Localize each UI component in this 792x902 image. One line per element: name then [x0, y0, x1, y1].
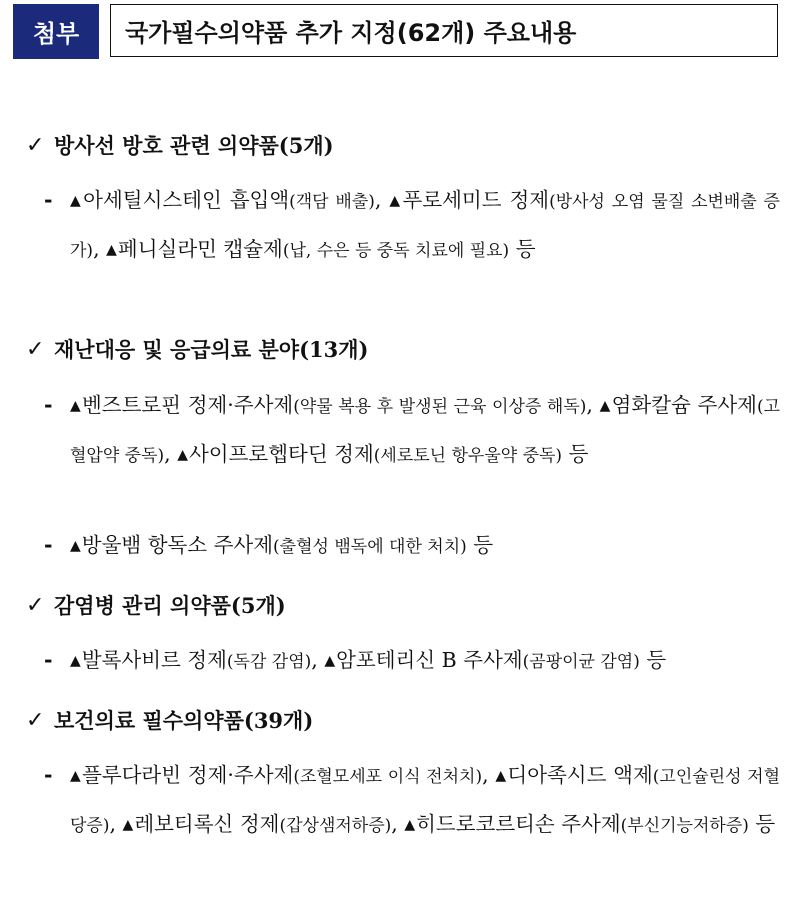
drug-note: (세로토닌 항우울약 중독)	[373, 446, 563, 466]
triangle-icon: ▲	[70, 768, 82, 784]
drug-note: (출혈성 뱀독에 대한 처치)	[273, 537, 467, 557]
dash-bullet: -	[44, 188, 53, 212]
triangle-icon: ▲	[495, 768, 507, 784]
drug-note: (독감 감염)	[226, 652, 312, 672]
drug-note: (부신기능저하증)	[620, 816, 749, 836]
separator: ,	[164, 442, 171, 466]
page-title: 국가필수의약품 추가 지정(62개) 주요내용	[110, 4, 778, 57]
checkmark-icon: ✓	[26, 132, 45, 158]
drug-name: 디아족시드 액제	[507, 763, 653, 787]
drug-note: (조혈모세포 이식 전처치)	[293, 767, 483, 787]
drug-name: 레보티록신 정제	[134, 812, 280, 836]
suffix-text: 등	[646, 648, 667, 672]
drug-name: 암포테리신 B 주사제	[336, 648, 523, 672]
dash-bullet: -	[44, 533, 53, 557]
attachment-badge: 첨부	[13, 4, 99, 59]
section-title: 재난대응 및 응급의료 분야(13개)	[54, 337, 369, 362]
separator: ,	[93, 237, 100, 261]
drug-note: (객담 배출)	[289, 192, 375, 212]
drug-note: (납, 수은 등 중독 치료에 필요)	[282, 241, 510, 261]
list-item-body	[70, 522, 780, 571]
drug-note: (방사성 오염 물질 소변배출 증가)	[70, 192, 780, 261]
drug-name: 히드로코르티손 주사제	[416, 812, 621, 836]
checkmark-icon: ✓	[26, 707, 45, 733]
drug-note: (곰팡이균 감염)	[522, 652, 640, 672]
list-item-body	[70, 382, 780, 480]
section-heading	[26, 130, 334, 160]
triangle-icon: ▲	[389, 193, 402, 209]
triangle-icon: ▲	[106, 242, 117, 258]
triangle-icon: ▲	[70, 538, 81, 554]
triangle-icon: ▲	[70, 193, 83, 209]
list-item-body	[70, 637, 780, 686]
checkmark-icon: ✓	[26, 592, 45, 618]
dash-bullet: -	[44, 648, 53, 672]
drug-name: 플루다라빈 정제·주사제	[82, 763, 294, 787]
separator: ,	[482, 763, 489, 787]
list-item-body	[70, 177, 780, 275]
suffix-text: 등	[515, 237, 536, 261]
drug-name: 발록사비르 정제	[81, 648, 227, 672]
triangle-icon: ▲	[122, 817, 134, 833]
section-title: 방사선 방호 관련 의약품(5개)	[54, 133, 334, 158]
section-title: 감염병 관리 의약품(5개)	[54, 593, 286, 618]
separator: ,	[586, 393, 593, 417]
drug-name: 푸로세미드 정제	[402, 188, 550, 212]
drug-name: 페니실라민 캡슐제	[117, 237, 283, 261]
suffix-text: 등	[755, 812, 776, 836]
drug-note: (약물 복용 후 발생된 근육 이상증 해독)	[293, 397, 587, 417]
triangle-icon: ▲	[404, 817, 416, 833]
suffix-text: 등	[473, 533, 494, 557]
suffix-text: 등	[568, 442, 589, 466]
separator: ,	[391, 812, 398, 836]
section-title: 보건의료 필수의약품(39개)	[54, 708, 314, 733]
list-item-body	[70, 752, 780, 850]
drug-name: 벤즈트로핀 정제·주사제	[81, 393, 294, 417]
dash-bullet: -	[44, 763, 53, 787]
drug-name: 아세틸시스테인 흡입액	[83, 188, 290, 212]
separator: ,	[109, 812, 117, 836]
dash-bullet: -	[44, 393, 53, 417]
triangle-icon: ▲	[70, 398, 81, 414]
drug-note: (고인슐린성 저혈당증)	[70, 767, 780, 836]
drug-note: (고혈압약 중독)	[70, 397, 780, 466]
section-heading	[26, 334, 368, 364]
separator: ,	[311, 648, 318, 672]
triangle-icon: ▲	[599, 398, 611, 414]
triangle-icon: ▲	[177, 447, 188, 463]
section-heading	[26, 590, 286, 620]
drug-name: 염화칼슘 주사제	[611, 393, 757, 417]
separator: ,	[374, 188, 382, 212]
triangle-icon: ▲	[70, 653, 81, 669]
triangle-icon: ▲	[324, 653, 336, 669]
drug-note: (갑상샘저하증)	[279, 816, 392, 836]
drug-name: 방울뱀 항독소 주사제	[81, 533, 274, 557]
drug-name: 사이프로헵타딘 정제	[189, 442, 374, 466]
checkmark-icon: ✓	[26, 336, 45, 362]
document-header	[13, 4, 781, 59]
section-heading	[26, 705, 313, 735]
